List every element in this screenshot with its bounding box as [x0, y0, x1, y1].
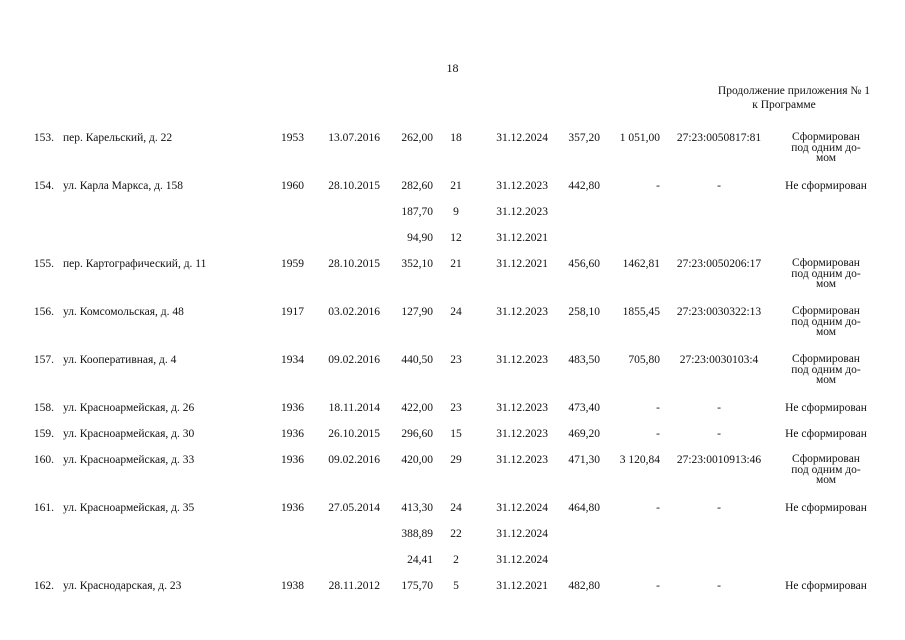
- cadastral-cell: -: [717, 502, 721, 514]
- status-line: мом: [815, 374, 837, 386]
- cost-cell: -: [656, 402, 660, 414]
- cadastral-cell: -: [717, 580, 721, 592]
- address-cell: пер. Карельский, д. 22: [63, 132, 173, 144]
- address-cell: ул. Кооперативная, д. 4: [63, 354, 177, 366]
- area2-cell: 456,60: [568, 258, 600, 270]
- cadastral-cell: 27:23:0030322:13: [676, 306, 762, 318]
- status-cell: [778, 454, 874, 486]
- count-cell: 12: [450, 232, 462, 244]
- cost-cell: 3 120,84: [619, 454, 660, 466]
- deadline-cell: 31.12.2023: [496, 180, 548, 192]
- address-cell: ул. Комсомольская, д. 48: [63, 306, 184, 318]
- table-row: [0, 454, 905, 494]
- date-cell: 03.02.2016: [328, 306, 380, 318]
- date-cell: 09.02.2016: [328, 354, 380, 366]
- cadastral-cell: 27:23:0030103:4: [679, 354, 759, 366]
- status-line: мом: [815, 474, 837, 486]
- year-cell: 1934: [281, 354, 304, 366]
- area-cell: 422,00: [401, 402, 433, 414]
- status-line: Сформирован: [792, 257, 860, 269]
- table-row: [0, 132, 905, 172]
- status-cell: [778, 258, 874, 290]
- row-number: 155.: [33, 258, 54, 270]
- deadline-cell: 31.12.2024: [496, 502, 548, 514]
- status-line: Сформирован: [792, 131, 860, 143]
- status-line: Сформирован: [792, 453, 860, 465]
- status-line: под одним до-: [791, 141, 861, 154]
- status-cell: [778, 306, 874, 338]
- table-row: [0, 306, 905, 346]
- row-number: 158.: [33, 402, 54, 414]
- deadline-cell: 31.12.2023: [496, 354, 548, 366]
- cost-cell: -: [656, 502, 660, 514]
- deadline-cell: 31.12.2023: [496, 206, 548, 218]
- status-line: мом: [815, 278, 837, 290]
- count-cell: 29: [450, 454, 462, 466]
- area-cell: 282,60: [401, 180, 433, 192]
- date-cell: 27.05.2014: [328, 502, 380, 514]
- status-cell: [778, 502, 874, 515]
- table-row: [0, 580, 905, 620]
- deadline-cell: 31.12.2023: [496, 306, 548, 318]
- date-cell: 26.10.2015: [328, 428, 380, 440]
- cost-cell: -: [656, 580, 660, 592]
- count-cell: 21: [450, 180, 462, 192]
- cost-cell: 1 051,00: [619, 132, 660, 144]
- cadastral-cell: 27:23:0050817:81: [676, 132, 762, 144]
- status-line: Не сформирован: [785, 180, 867, 192]
- cost-cell: 705,80: [628, 354, 660, 366]
- deadline-cell: 31.12.2021: [496, 258, 548, 270]
- row-number: 154.: [33, 180, 54, 192]
- address-cell: ул. Красноармейская, д. 33: [63, 454, 195, 466]
- row-number: 162.: [33, 580, 54, 592]
- cost-cell: 1855,45: [622, 306, 660, 318]
- year-cell: 1936: [281, 402, 304, 414]
- area-cell: 175,70: [401, 580, 433, 592]
- row-number: 156.: [33, 306, 54, 318]
- page-number: 18: [446, 61, 459, 75]
- count-cell: 21: [450, 258, 462, 270]
- status-line: под одним до-: [791, 463, 861, 476]
- row-number: 159.: [33, 428, 54, 440]
- area-cell: 262,00: [401, 132, 433, 144]
- deadline-cell: 31.12.2024: [496, 528, 548, 540]
- count-cell: 23: [450, 354, 462, 366]
- area2-cell: 471,30: [568, 454, 600, 466]
- cost-cell: -: [656, 180, 660, 192]
- address-cell: ул. Краснодарская, д. 23: [63, 580, 182, 592]
- year-cell: 1917: [281, 306, 304, 318]
- count-cell: 2: [453, 554, 459, 566]
- cost-cell: -: [656, 428, 660, 440]
- year-cell: 1936: [281, 428, 304, 440]
- appendix-header-line2: к Программе: [752, 99, 816, 111]
- address-cell: ул. Красноармейская, д. 30: [63, 428, 195, 440]
- area2-cell: 482,80: [568, 580, 600, 592]
- address-cell: ул. Красноармейская, д. 26: [63, 402, 195, 414]
- deadline-cell: 31.12.2023: [496, 428, 548, 440]
- status-line: Не сформирован: [785, 502, 867, 514]
- appendix-header-line1: Продолжение приложения № 1: [717, 85, 870, 97]
- area2-cell: 483,50: [568, 354, 600, 366]
- area2-cell: 442,80: [568, 180, 600, 192]
- row-number: 153.: [33, 132, 54, 144]
- year-cell: 1936: [281, 502, 304, 514]
- date-cell: 28.10.2015: [328, 180, 380, 192]
- status-line: под одним до-: [791, 267, 861, 280]
- status-line: мом: [815, 152, 837, 164]
- area2-cell: 473,40: [568, 402, 600, 414]
- cadastral-cell: -: [717, 402, 721, 414]
- status-line: Не сформирован: [785, 428, 867, 440]
- status-line: под одним до-: [791, 363, 861, 376]
- count-cell: 18: [450, 132, 462, 144]
- row-number: 157.: [33, 354, 54, 366]
- row-number: 161.: [33, 502, 54, 514]
- area-cell: 413,30: [401, 502, 433, 514]
- year-cell: 1938: [281, 580, 304, 592]
- area-cell: 420,00: [401, 454, 433, 466]
- status-line: мом: [815, 326, 837, 338]
- status-cell: [778, 402, 874, 415]
- row-number: 160.: [33, 454, 54, 466]
- year-cell: 1959: [281, 258, 304, 270]
- area-cell: 187,70: [401, 206, 433, 218]
- area2-cell: 258,10: [568, 306, 600, 318]
- count-cell: 24: [450, 306, 462, 318]
- cadastral-cell: -: [717, 180, 721, 192]
- year-cell: 1960: [281, 180, 304, 192]
- address-cell: ул. Красноармейская, д. 35: [63, 502, 195, 514]
- date-cell: 09.02.2016: [328, 454, 380, 466]
- count-cell: 15: [450, 428, 462, 440]
- status-line: Не сформирован: [785, 580, 867, 592]
- status-cell: [778, 180, 874, 193]
- date-cell: 28.11.2012: [328, 580, 380, 592]
- deadline-cell: 31.12.2021: [496, 580, 548, 592]
- status-line: Сформирован: [792, 353, 860, 365]
- status-cell: [778, 354, 874, 386]
- cadastral-cell: 27:23:0050206:17: [676, 258, 762, 270]
- area-cell: 24,41: [407, 554, 433, 566]
- status-line: Сформирован: [792, 305, 860, 317]
- count-cell: 22: [450, 528, 462, 540]
- year-cell: 1936: [281, 454, 304, 466]
- table-row: [0, 354, 905, 394]
- deadline-cell: 31.12.2023: [496, 454, 548, 466]
- status-line: под одним до-: [791, 315, 861, 328]
- cadastral-cell: -: [717, 428, 721, 440]
- count-cell: 23: [450, 402, 462, 414]
- status-cell: [778, 428, 874, 441]
- address-cell: ул. Карла Маркса, д. 158: [63, 180, 184, 192]
- deadline-cell: 31.12.2024: [496, 554, 548, 566]
- deadline-cell: 31.12.2023: [496, 402, 548, 414]
- count-cell: 24: [450, 502, 462, 514]
- status-cell: [778, 580, 874, 593]
- table-row: [0, 258, 905, 298]
- year-cell: 1953: [281, 132, 304, 144]
- area-cell: 127,90: [401, 306, 433, 318]
- area-cell: 94,90: [407, 232, 433, 244]
- area2-cell: 464,80: [568, 502, 600, 514]
- date-cell: 13.07.2016: [328, 132, 380, 144]
- area-cell: 352,10: [401, 258, 433, 270]
- status-cell: [778, 132, 874, 164]
- area-cell: 440,50: [401, 354, 433, 366]
- area2-cell: 357,20: [568, 132, 600, 144]
- count-cell: 9: [453, 206, 459, 218]
- address-cell: пер. Картографический, д. 11: [63, 258, 207, 270]
- cost-cell: 1462,81: [622, 258, 660, 270]
- date-cell: 18.11.2014: [328, 402, 380, 414]
- area2-cell: 469,20: [568, 428, 600, 440]
- deadline-cell: 31.12.2024: [496, 132, 548, 144]
- cadastral-cell: 27:23:0010913:46: [676, 454, 762, 466]
- area-cell: 296,60: [401, 428, 433, 440]
- deadline-cell: 31.12.2021: [496, 232, 548, 244]
- date-cell: 28.10.2015: [328, 258, 380, 270]
- count-cell: 5: [453, 580, 459, 592]
- area-cell: 388,89: [401, 528, 433, 540]
- status-line: Не сформирован: [785, 402, 867, 414]
